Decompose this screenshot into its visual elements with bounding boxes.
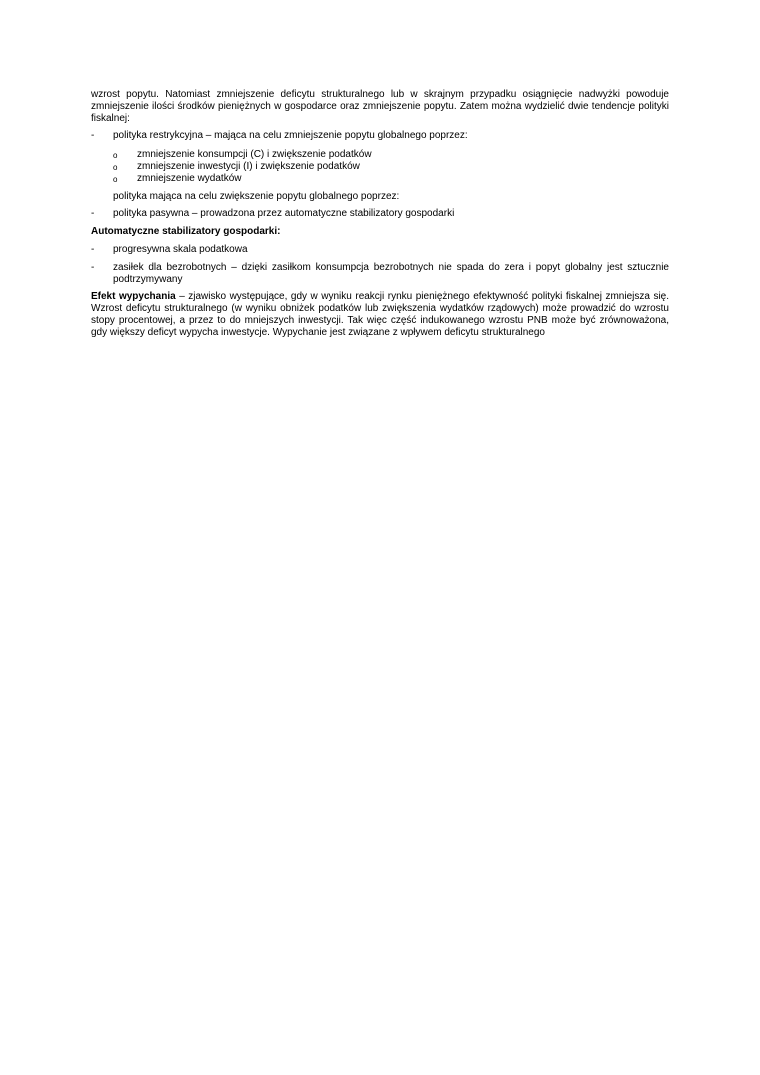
section-heading: Automatyczne stabilizatory gospodarki: <box>91 226 281 238</box>
sub-list-item <box>113 173 669 185</box>
sub-list-item <box>113 161 669 173</box>
defined-term: Efekt wypychania <box>91 291 176 303</box>
definition-text: – zjawisko występujące, gdy w wyniku reakcji rynku pieniężnego efektywność polityki fiskalnej zmniejsza się. Wzrost deficytu strukturalnego (w wyniku obniżek podatków lub zwiększenia wydatków rządowych) może prowadzić do wzrostu stopy procentowej, a przez to do mniejszych inwestycji. Tak więc część indukowanego wzrostu PNB może być zrównoważona, gdy większy deficyt wypycha inwestycje. Wypychanie jest związane z wpływem deficytu strukturalnego <box>91 291 669 338</box>
sub-list-item-text: zmniejszenie konsumpcji (C) i zwiększenie podatków <box>137 149 372 161</box>
list-item-unemployment-benefit <box>91 262 669 286</box>
sub-list-item-text: zmniejszenie inwestycji (I) i zwiększenie podatków <box>137 160 360 172</box>
dash-marker: - <box>91 261 95 273</box>
document-page <box>91 89 669 339</box>
bullet-marker: o <box>113 151 118 161</box>
list-item-restrictive-policy <box>91 130 669 142</box>
dash-marker: - <box>91 208 95 220</box>
list-item-text: polityka pasywna – prowadzona przez automatyczne stabilizatory gospodarki <box>113 208 455 220</box>
crowding-out-paragraph <box>91 291 669 338</box>
sub-list-item-text: zmniejszenie wydatków <box>137 172 242 184</box>
list-item-progressive-tax <box>91 244 669 256</box>
list-item-passive-policy <box>91 208 669 220</box>
dash-marker: - <box>91 130 95 142</box>
list-item-text: zasiłek dla bezrobotnych – dzięki zasiłkom konsumpcja bezrobotnych nie spada do zera i popyt globalny jest sztucznie podtrzymywany <box>113 261 669 285</box>
list-item-text: progresywna skala podatkowa <box>113 243 248 255</box>
sub-list <box>91 149 669 184</box>
list-item-text: polityka restrykcyjna – mająca na celu zmniejszenie popytu globalnego poprzez: <box>113 130 468 142</box>
bullet-marker: o <box>113 174 118 184</box>
indented-paragraph: polityka mająca na celu zwiększenie popytu globalnego poprzez: <box>113 190 400 202</box>
bullet-marker: o <box>113 162 118 172</box>
dash-marker: - <box>91 243 95 255</box>
sub-list-item <box>113 149 669 161</box>
intro-paragraph: wzrost popytu. Natomiast zmniejszenie deficytu strukturalnego lub w skrajnym przypadku osiągnięcie nadwyżki powoduje zmniejszenie ilości środków pieniężnych w gospodarce oraz zmniejszenie popytu. Zatem można wydzielić dwie tendencje polityki fiskalnej: <box>91 89 669 124</box>
